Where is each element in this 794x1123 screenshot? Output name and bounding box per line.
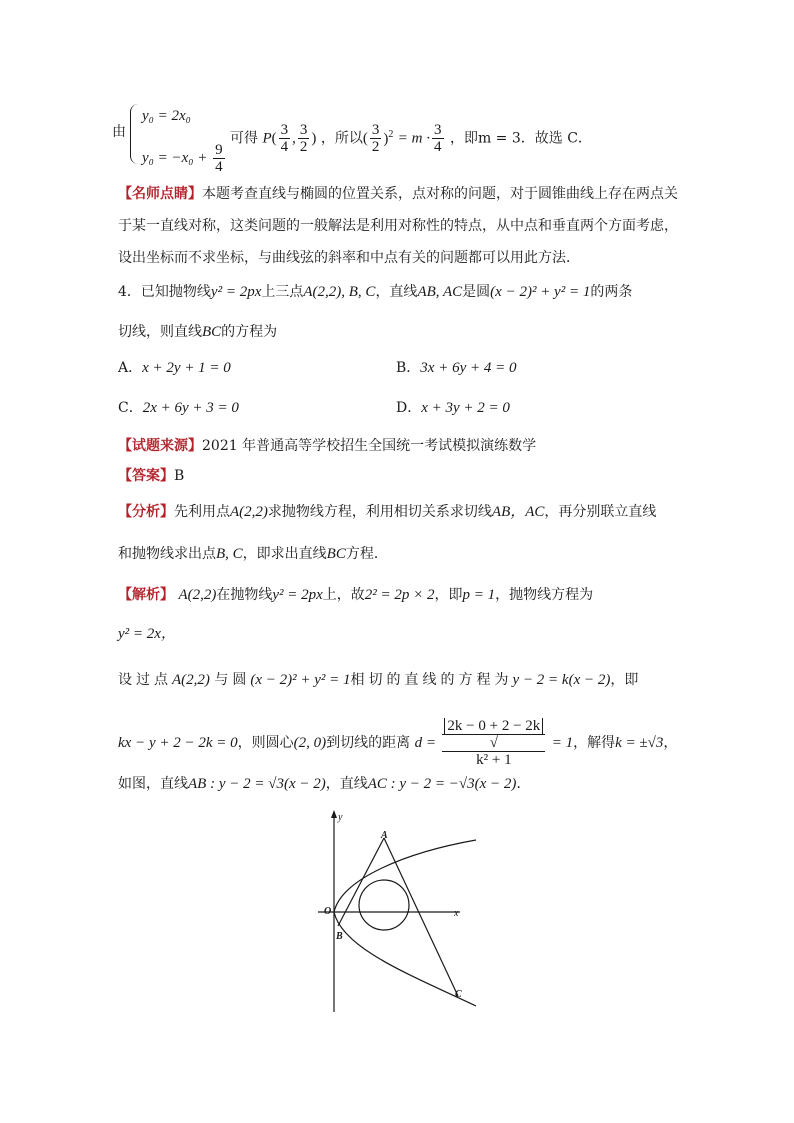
option-d: D．x + 3y + 2 = 0 xyxy=(396,400,510,416)
result-line: 可得 P( $\frac{3}{4}$ , $\frac{3}{2}$ ) ，所以( $\frac{3}{2}$ )$^2$ = m · $\frac{3}{4}$ ，即m = 3．故选 C． xyxy=(230,122,592,155)
intro-char: 由 xyxy=(112,124,126,140)
parabola-curve xyxy=(334,840,476,1006)
question-4-line-1: 4．已知抛物线y² = 2px上三点A(2,2), B, C，直线AB, AC是圆(x − 2)² + y² = 1的两条 xyxy=(118,284,633,300)
system-eq-1: y₀ = 2x₀ xyxy=(142,108,191,124)
source-line: 【试题来源】2021 年普通高等学校招生全国统一考试模拟演练数学 xyxy=(118,438,537,454)
tip-tag: 【名师点睛】 xyxy=(118,186,202,202)
answer-tag: 【答案】 xyxy=(118,468,174,484)
solution-tag: 【解析】 xyxy=(118,587,174,603)
y-axis-arrow xyxy=(331,810,337,818)
option-a: A．x + 2y + 1 = 0 xyxy=(118,360,231,376)
option-b: B．3x + 6y + 4 = 0 xyxy=(396,360,517,376)
analysis-tag: 【分析】 xyxy=(118,504,174,520)
point-c-label: C xyxy=(455,989,462,1000)
tip-line-3: 设出坐标而不求坐标，与曲线弦的斜率和中点有关的问题都可以用此方法． xyxy=(118,250,580,266)
point-a-label: A xyxy=(381,830,388,841)
distance-fraction: 2k − 0 + 2 − 2k √ k² + 1 xyxy=(442,718,545,768)
system-brace xyxy=(130,104,139,164)
x-axis-label: x xyxy=(454,908,459,919)
solution-line-4: kx − y + 2 − 2k = 0，则圆心(2, 0)到切线的距离 d = 2k − 0 + 2 − 2k √ k² + 1 = 1，解得k = ±√3， xyxy=(118,718,678,768)
parabola-circle-figure xyxy=(318,808,488,1014)
tip-line-2: 于某一直线对称，这类问题的一般解法是利用对称性的特点，从中点和垂直两个方面考虑， xyxy=(118,218,678,234)
solution-line-3: 设过点A(2,2) 与圆(x − 2)² + y² = 1相切的直线的方程为y − 2 = k(x − 2)，即 xyxy=(118,672,639,688)
option-c: C．2x + 6y + 3 = 0 xyxy=(118,400,239,416)
source-tag: 【试题来源】 xyxy=(118,438,202,454)
solution-line-5: 如图，直线AB : y − 2 = √3(x − 2)，直线AC : y − 2 = −√3(x − 2)． xyxy=(118,776,531,792)
analysis-line-1: 【分析】先利用点A(2,2)求抛物线方程，利用相切关系求切线AB，AC，再分别联立直线 xyxy=(118,504,657,520)
y-axis-label: y xyxy=(338,812,343,823)
origin-label: O xyxy=(324,906,332,917)
solution-line-2: y² = 2x， xyxy=(118,626,176,642)
tip-line-1: 【名师点睛】本题考查直线与椭圆的位置关系，点对称的问题，对于圆锥曲线上存在两点关 xyxy=(118,186,678,202)
line-ab xyxy=(338,838,384,926)
point-b-label: B xyxy=(336,931,343,942)
system-eq-2: y₀ = −x₀ + $\frac{9}{4}$ xyxy=(142,142,223,175)
line-ac xyxy=(384,838,458,996)
question-4-line-2: 切线，则直线BC的方程为 xyxy=(118,324,278,340)
fraction-9-4: $\frac{9}{4}$ xyxy=(215,142,223,175)
solution-line-1: 【解析】 A(2,2)在抛物线y² = 2px上，故2² = 2p × 2，即p = 1，抛物线方程为 xyxy=(118,587,594,603)
answer-line: 【答案】B xyxy=(118,468,185,484)
analysis-line-2: 和抛物线求出点B, C，即求出直线BC方程． xyxy=(118,546,388,562)
tangent-circle xyxy=(359,880,409,930)
